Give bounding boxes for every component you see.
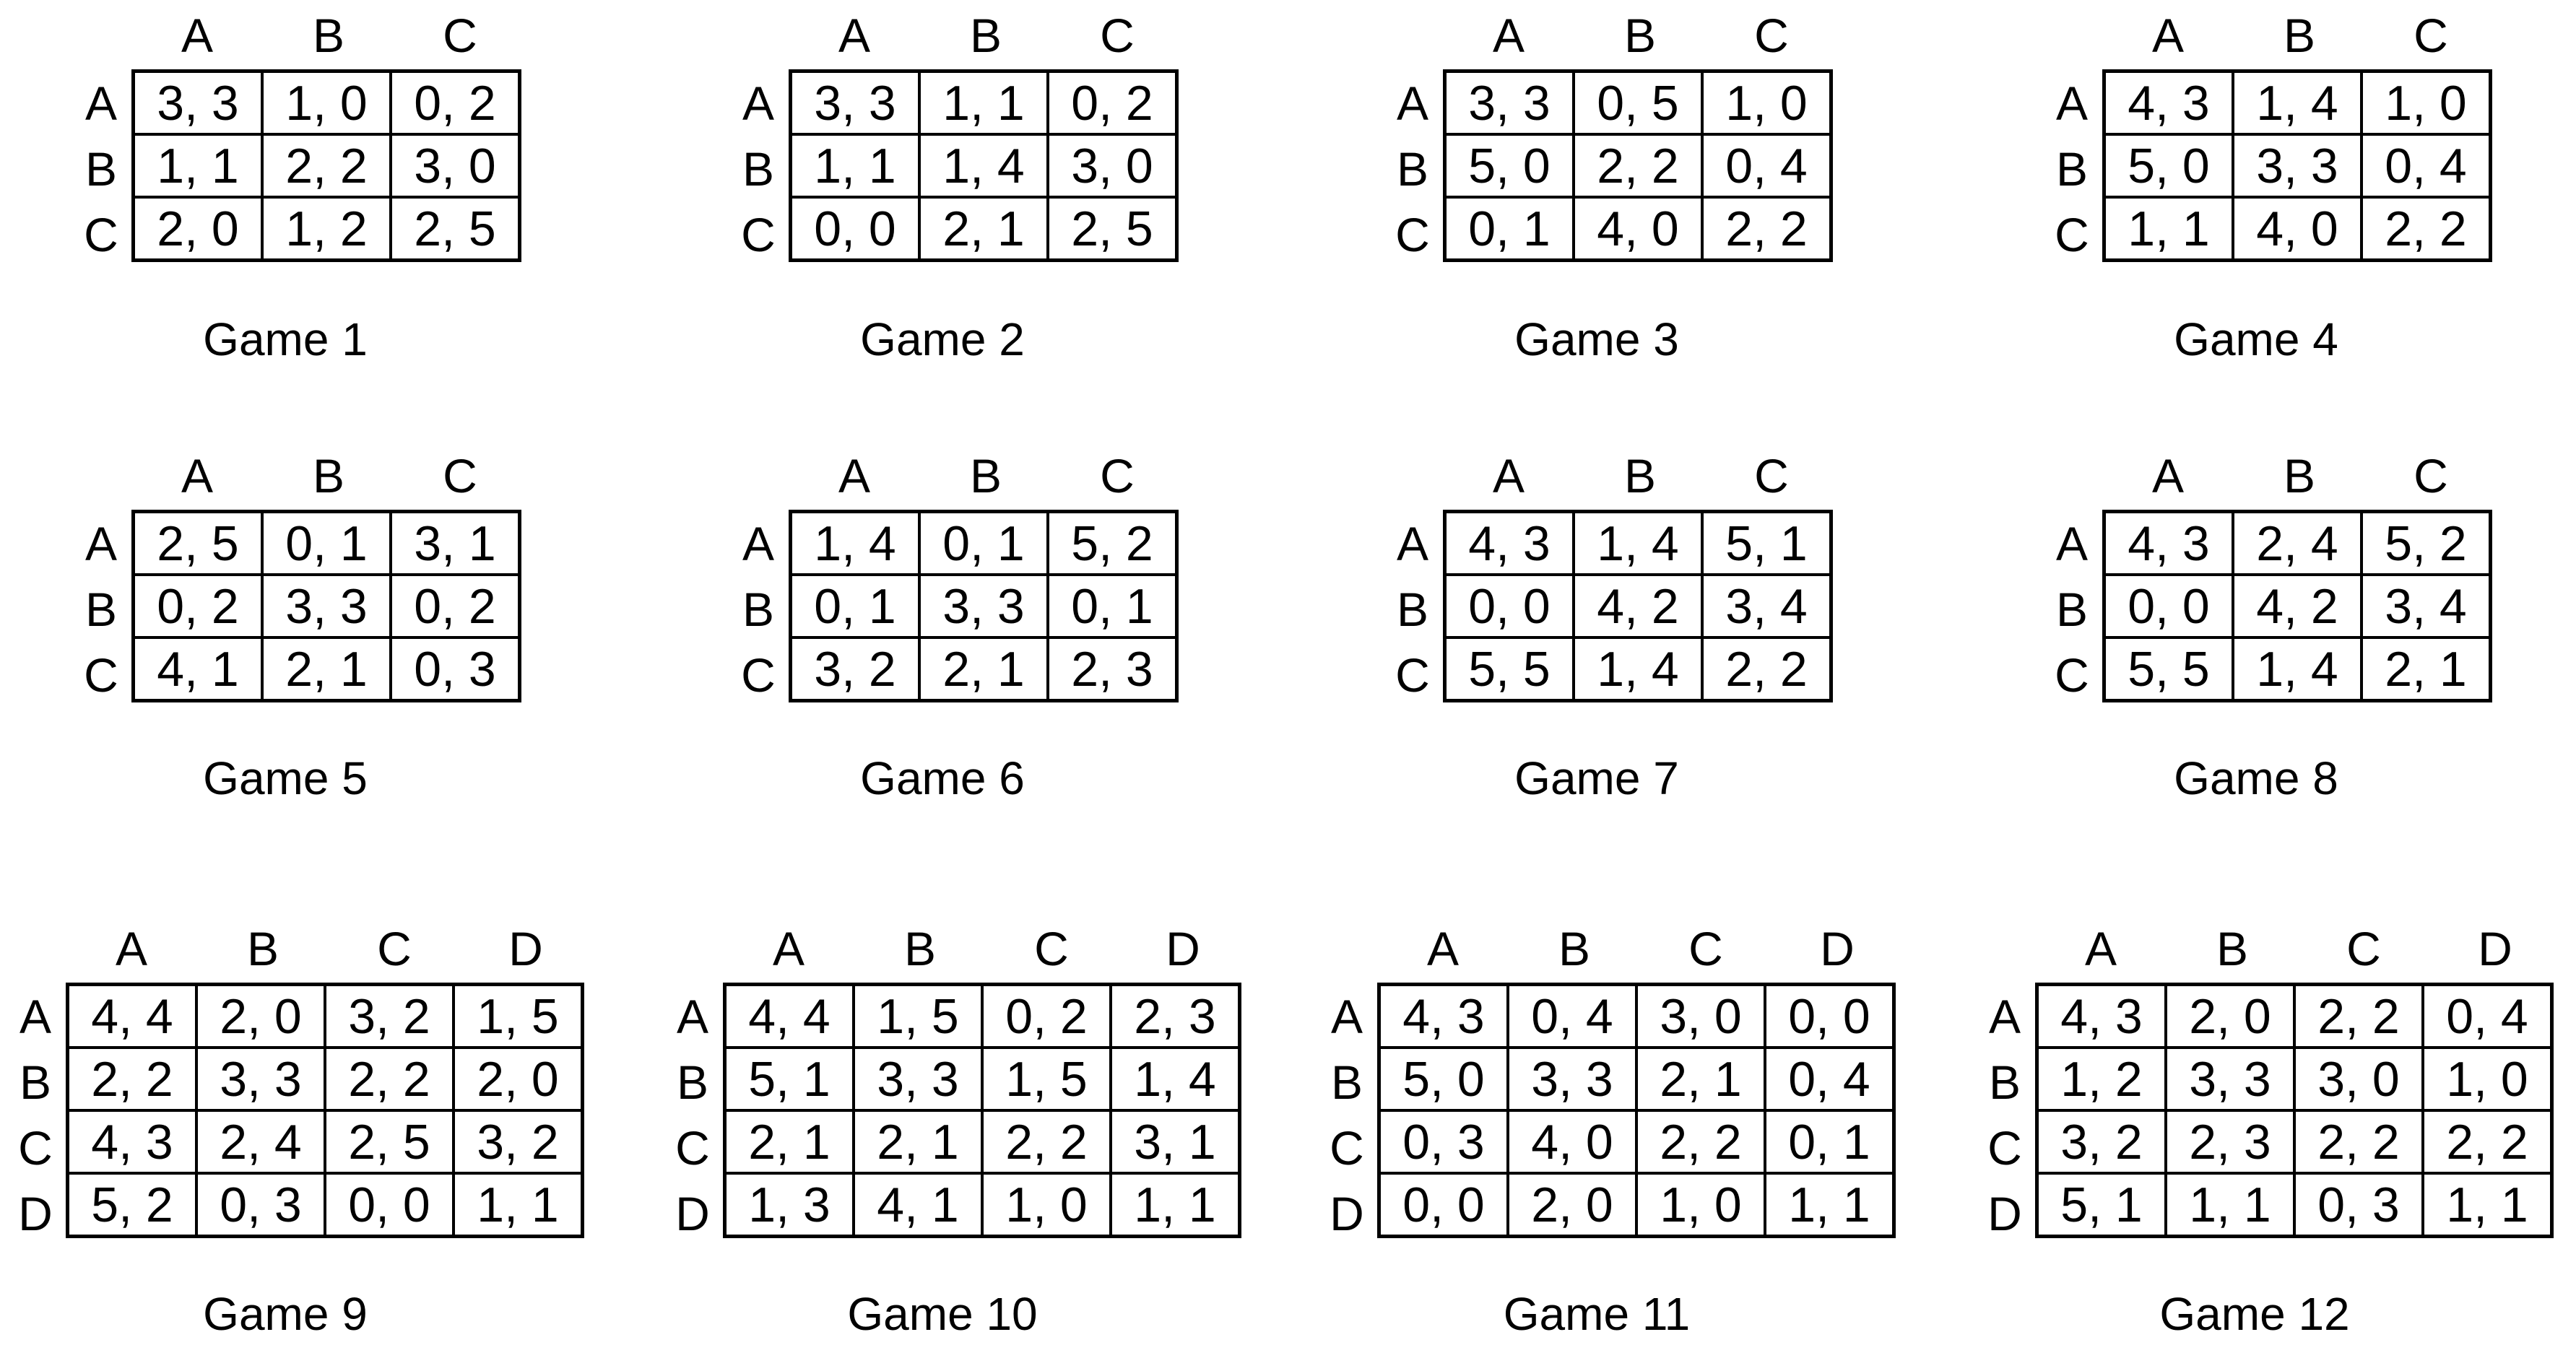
column-strategy-label: C xyxy=(1100,9,1135,62)
table-row xyxy=(725,1173,1240,1237)
table-row xyxy=(1379,1048,1894,1110)
row-strategy-label: A xyxy=(1988,990,2021,1043)
payoff-cell: 3, 4 xyxy=(2362,575,2491,637)
payoff-cell: 2, 1 xyxy=(919,637,1048,701)
row-strategy-label: B xyxy=(742,142,775,196)
payoff-cell: 4, 3 xyxy=(68,1110,197,1173)
column-strategy-label: A xyxy=(2084,922,2117,975)
payoff-cell: 1, 2 xyxy=(2037,1048,2167,1110)
column-strategy-label: B xyxy=(969,9,1002,62)
row-strategy-label: D xyxy=(18,1187,53,1240)
payoff-cell: 2, 5 xyxy=(1048,197,1177,261)
column-strategy-label: D xyxy=(2478,922,2512,975)
payoff-cell: 5, 1 xyxy=(2037,1173,2167,1237)
payoff-cell: 1, 5 xyxy=(854,985,982,1048)
payoff-cell: 1, 0 xyxy=(982,1173,1111,1237)
row-strategy-label: C xyxy=(741,648,776,702)
payoff-cell: 5, 2 xyxy=(2362,512,2491,575)
payoff-cell: 1, 4 xyxy=(919,134,1048,197)
payoff-cell: 0, 3 xyxy=(2294,1173,2423,1237)
row-strategy-label: B xyxy=(19,1056,52,1109)
row-strategy-label: D xyxy=(1987,1187,2022,1240)
column-strategy-label: A xyxy=(181,9,214,62)
table-row xyxy=(1445,134,1831,197)
payoff-cell: 3, 3 xyxy=(196,1048,325,1110)
table-row xyxy=(134,71,520,135)
payoff-cell: 1, 4 xyxy=(2233,71,2362,135)
row-strategy-label: B xyxy=(2055,142,2089,196)
game-caption: Game 10 xyxy=(847,1288,1038,1340)
table-row xyxy=(725,985,1240,1048)
payoff-cell: 2, 3 xyxy=(2166,1110,2294,1173)
column-strategy-label: C xyxy=(1754,9,1789,62)
payoff-cell: 2, 5 xyxy=(325,1110,454,1173)
table-row xyxy=(791,197,1177,261)
payoff-cell: 3, 3 xyxy=(854,1048,982,1110)
payoff-cell: 0, 0 xyxy=(1765,985,1894,1048)
payoff-cell: 2, 5 xyxy=(134,512,263,575)
payoff-cell: 3, 2 xyxy=(325,985,454,1048)
payoff-cell: 0, 2 xyxy=(391,71,520,135)
payoff-cell: 2, 3 xyxy=(1048,637,1177,701)
column-strategy-label: B xyxy=(1623,449,1657,502)
row-strategy-label: B xyxy=(84,583,118,636)
payoff-cell: 0, 0 xyxy=(1379,1173,1509,1237)
table-row xyxy=(1445,197,1831,261)
table-row xyxy=(134,512,520,575)
payoff-cell: 1, 0 xyxy=(1636,1173,1765,1237)
payoff-cell: 4, 0 xyxy=(1508,1110,1636,1173)
column-strategy-label: B xyxy=(312,449,345,502)
payoff-cell: 1, 1 xyxy=(2423,1173,2552,1237)
payoff-cell: 4, 2 xyxy=(1574,575,1702,637)
payoff-cell: 0, 4 xyxy=(1702,134,1831,197)
column-strategy-label: C xyxy=(443,449,477,502)
table-row xyxy=(134,637,520,701)
payoff-cell: 2, 4 xyxy=(2233,512,2362,575)
payoff-cell: 1, 0 xyxy=(262,71,391,135)
table-row xyxy=(2104,637,2491,701)
payoff-cell: 2, 2 xyxy=(2423,1110,2552,1173)
payoff-cell: 0, 4 xyxy=(2423,985,2552,1048)
payoff-cell: 0, 1 xyxy=(919,512,1048,575)
payoff-cell: 1, 1 xyxy=(1765,1173,1894,1237)
payoff-cell: 1, 1 xyxy=(919,71,1048,135)
payoff-cell: 2, 1 xyxy=(725,1110,854,1173)
payoff-cell: 2, 2 xyxy=(1702,637,1831,701)
payoff-cell: 2, 2 xyxy=(1636,1110,1765,1173)
payoff-cell: 0, 0 xyxy=(325,1173,454,1237)
column-strategy-label: B xyxy=(1558,922,1591,975)
table-row xyxy=(68,1048,583,1110)
row-strategy-label: A xyxy=(2055,77,2089,130)
payoff-table xyxy=(789,510,1179,702)
payoff-cell: 3, 3 xyxy=(2166,1048,2294,1110)
table-row xyxy=(2037,1110,2552,1173)
table-row xyxy=(1445,637,1831,701)
payoff-cell: 2, 2 xyxy=(2294,985,2423,1048)
payoff-cell: 2, 1 xyxy=(2362,637,2491,701)
payoff-cell: 2, 2 xyxy=(982,1110,1111,1173)
row-strategy-label: C xyxy=(1395,648,1430,702)
payoff-cell: 5, 0 xyxy=(1379,1048,1509,1110)
payoff-cell: 2, 2 xyxy=(68,1048,197,1110)
payoff-table xyxy=(131,510,521,702)
table-row xyxy=(68,985,583,1048)
row-strategy-label: A xyxy=(1396,77,1429,130)
payoff-cell: 2, 2 xyxy=(262,134,391,197)
column-strategy-label: B xyxy=(2283,9,2316,62)
payoff-cell: 3, 2 xyxy=(791,637,920,701)
payoff-cell: 4, 4 xyxy=(725,985,854,1048)
row-strategy-label: B xyxy=(742,583,775,636)
payoff-cell: 2, 2 xyxy=(1574,134,1702,197)
game-caption: Game 3 xyxy=(1514,313,1679,365)
payoff-table xyxy=(2035,983,2554,1238)
payoff-cell: 1, 3 xyxy=(725,1173,854,1237)
payoff-cell: 0, 0 xyxy=(791,197,920,261)
column-strategy-label: C xyxy=(1100,449,1135,502)
table-row xyxy=(725,1110,1240,1173)
table-row xyxy=(1445,512,1831,575)
payoff-cell: 3, 3 xyxy=(2233,134,2362,197)
column-strategy-label: C xyxy=(2346,922,2381,975)
payoff-cell: 0, 2 xyxy=(982,985,1111,1048)
payoff-cell: 0, 4 xyxy=(2362,134,2491,197)
payoff-cell: 0, 2 xyxy=(134,575,263,637)
table-row xyxy=(68,1173,583,1237)
payoff-cell: 4, 3 xyxy=(1445,512,1574,575)
row-strategy-label: A xyxy=(19,990,52,1043)
payoff-cell: 1, 0 xyxy=(2362,71,2491,135)
table-row xyxy=(1379,1173,1894,1237)
payoff-cell: 4, 3 xyxy=(2104,71,2234,135)
row-strategy-label: C xyxy=(741,208,776,261)
payoff-table xyxy=(2102,69,2492,262)
row-strategy-label: B xyxy=(1330,1056,1363,1109)
column-strategy-label: C xyxy=(1688,922,1723,975)
payoff-cell: 2, 5 xyxy=(391,197,520,261)
payoff-cell: 2, 0 xyxy=(1508,1173,1636,1237)
table-row xyxy=(791,512,1177,575)
game-caption: Game 7 xyxy=(1514,752,1679,804)
table-row xyxy=(791,637,1177,701)
table-row xyxy=(791,575,1177,637)
row-strategy-label: C xyxy=(1987,1121,2022,1175)
payoff-cell: 2, 1 xyxy=(262,637,391,701)
row-strategy-label: A xyxy=(84,77,118,130)
table-row xyxy=(134,575,520,637)
row-strategy-label: A xyxy=(2055,517,2089,570)
row-strategy-label: A xyxy=(84,517,118,570)
column-strategy-label: A xyxy=(838,9,871,62)
game-caption: Game 2 xyxy=(860,313,1025,365)
column-strategy-label: D xyxy=(1820,922,1855,975)
payoff-cell: 0, 3 xyxy=(1379,1110,1509,1173)
payoff-table xyxy=(1377,983,1896,1238)
payoff-cell: 5, 2 xyxy=(68,1173,197,1237)
game-caption: Game 8 xyxy=(2174,752,2338,804)
table-row xyxy=(1379,1110,1894,1173)
row-strategy-label: A xyxy=(742,517,775,570)
payoff-table xyxy=(723,983,1241,1238)
payoff-cell: 2, 2 xyxy=(2362,197,2491,261)
payoff-cell: 5, 5 xyxy=(2104,637,2234,701)
payoff-cell: 1, 2 xyxy=(262,197,391,261)
payoff-cell: 3, 3 xyxy=(1445,71,1574,135)
column-strategy-label: C xyxy=(1034,922,1069,975)
column-strategy-label: A xyxy=(1426,922,1460,975)
payoff-cell: 2, 1 xyxy=(854,1110,982,1173)
row-strategy-label: A xyxy=(742,77,775,130)
row-strategy-label: C xyxy=(2055,648,2089,702)
payoff-cell: 0, 3 xyxy=(391,637,520,701)
payoff-cell: 5, 1 xyxy=(725,1048,854,1110)
table-row xyxy=(1445,575,1831,637)
payoff-cell: 4, 1 xyxy=(854,1173,982,1237)
payoff-cell: 3, 0 xyxy=(1048,134,1177,197)
payoff-cell: 3, 0 xyxy=(391,134,520,197)
table-row xyxy=(2037,985,2552,1048)
column-strategy-label: B xyxy=(2216,922,2249,975)
payoff-table xyxy=(1443,510,1833,702)
table-row xyxy=(1379,985,1894,1048)
payoff-cell: 0, 2 xyxy=(1048,71,1177,135)
payoff-cell: 5, 1 xyxy=(1702,512,1831,575)
game-caption: Game 1 xyxy=(203,313,368,365)
payoff-cell: 3, 0 xyxy=(1636,985,1765,1048)
payoff-cell: 4, 4 xyxy=(68,985,197,1048)
payoff-cell: 3, 3 xyxy=(134,71,263,135)
column-strategy-label: A xyxy=(2151,449,2185,502)
payoff-cell: 4, 0 xyxy=(1574,197,1702,261)
payoff-cell: 2, 0 xyxy=(196,985,325,1048)
column-strategy-label: B xyxy=(246,922,279,975)
payoff-cell: 4, 0 xyxy=(2233,197,2362,261)
payoff-table xyxy=(789,69,1179,262)
table-row xyxy=(68,1110,583,1173)
table-row xyxy=(791,71,1177,135)
payoff-cell: 1, 4 xyxy=(1574,512,1702,575)
row-strategy-label: B xyxy=(2055,583,2089,636)
payoff-cell: 3, 3 xyxy=(1508,1048,1636,1110)
row-strategy-label: D xyxy=(1330,1187,1364,1240)
column-strategy-label: D xyxy=(1166,922,1200,975)
game-caption: Game 9 xyxy=(203,1288,368,1340)
payoff-cell: 1, 0 xyxy=(2423,1048,2552,1110)
row-strategy-label: B xyxy=(1396,142,1429,196)
payoff-cell: 1, 5 xyxy=(454,985,583,1048)
column-strategy-label: A xyxy=(115,922,148,975)
payoff-cell: 2, 4 xyxy=(196,1110,325,1173)
column-strategy-label: A xyxy=(772,922,805,975)
payoff-cell: 0, 2 xyxy=(391,575,520,637)
payoff-cell: 3, 2 xyxy=(454,1110,583,1173)
payoff-cell: 3, 3 xyxy=(791,71,920,135)
payoff-cell: 1, 1 xyxy=(1111,1173,1240,1237)
payoff-cell: 1, 1 xyxy=(791,134,920,197)
payoff-cell: 1, 4 xyxy=(2233,637,2362,701)
payoff-cell: 2, 3 xyxy=(1111,985,1240,1048)
payoff-cell: 5, 5 xyxy=(1445,637,1574,701)
payoff-cell: 4, 2 xyxy=(2233,575,2362,637)
payoff-cell: 0, 0 xyxy=(1445,575,1574,637)
row-strategy-label: C xyxy=(18,1121,53,1175)
column-strategy-label: C xyxy=(2414,449,2448,502)
row-strategy-label: B xyxy=(1396,583,1429,636)
row-strategy-label: C xyxy=(675,1121,710,1175)
column-strategy-label: A xyxy=(1492,9,1525,62)
column-strategy-label: C xyxy=(377,922,412,975)
payoff-cell: 3, 0 xyxy=(2294,1048,2423,1110)
payoff-cell: 4, 3 xyxy=(2037,985,2167,1048)
payoff-cell: 0, 1 xyxy=(262,512,391,575)
table-row xyxy=(134,197,520,261)
payoff-cell: 5, 0 xyxy=(1445,134,1574,197)
table-row xyxy=(2037,1173,2552,1237)
payoff-cell: 2, 0 xyxy=(454,1048,583,1110)
column-strategy-label: C xyxy=(2414,9,2448,62)
column-strategy-label: C xyxy=(443,9,477,62)
payoff-cell: 4, 3 xyxy=(1379,985,1509,1048)
payoff-cell: 1, 1 xyxy=(454,1173,583,1237)
payoff-cell: 1, 4 xyxy=(1111,1048,1240,1110)
payoff-cell: 5, 0 xyxy=(2104,134,2234,197)
row-strategy-label: A xyxy=(1330,990,1363,1043)
payoff-table xyxy=(131,69,521,262)
payoff-cell: 3, 1 xyxy=(1111,1110,1240,1173)
payoff-cell: 0, 1 xyxy=(1765,1110,1894,1173)
row-strategy-label: C xyxy=(1395,208,1430,261)
payoff-cell: 0, 4 xyxy=(1508,985,1636,1048)
payoff-table xyxy=(2102,510,2492,702)
table-row xyxy=(2037,1048,2552,1110)
column-strategy-label: A xyxy=(2151,9,2185,62)
payoff-table xyxy=(66,983,584,1238)
payoff-cell: 2, 2 xyxy=(1702,197,1831,261)
payoff-cell: 0, 3 xyxy=(196,1173,325,1237)
column-strategy-label: C xyxy=(1754,449,1789,502)
column-strategy-label: B xyxy=(903,922,937,975)
column-strategy-label: B xyxy=(312,9,345,62)
payoff-cell: 3, 3 xyxy=(919,575,1048,637)
payoff-cell: 1, 4 xyxy=(1574,637,1702,701)
table-row xyxy=(725,1048,1240,1110)
column-strategy-label: B xyxy=(969,449,1002,502)
table-row xyxy=(134,134,520,197)
game-caption: Game 12 xyxy=(2159,1288,2350,1340)
column-strategy-label: A xyxy=(181,449,214,502)
payoff-cell: 3, 1 xyxy=(391,512,520,575)
payoff-cell: 5, 2 xyxy=(1048,512,1177,575)
payoff-cell: 2, 1 xyxy=(1636,1048,1765,1110)
payoff-cell: 0, 1 xyxy=(1048,575,1177,637)
payoff-cell: 2, 0 xyxy=(2166,985,2294,1048)
table-row xyxy=(2104,575,2491,637)
table-row xyxy=(791,134,1177,197)
payoff-cell: 3, 2 xyxy=(2037,1110,2167,1173)
table-row xyxy=(2104,134,2491,197)
payoff-cell: 0, 1 xyxy=(1445,197,1574,261)
table-row xyxy=(2104,197,2491,261)
payoff-cell: 4, 1 xyxy=(134,637,263,701)
payoff-cell: 0, 0 xyxy=(2104,575,2234,637)
column-strategy-label: B xyxy=(1623,9,1657,62)
row-strategy-label: C xyxy=(1330,1121,1364,1175)
column-strategy-label: A xyxy=(1492,449,1525,502)
row-strategy-label: A xyxy=(1396,517,1429,570)
game-caption: Game 5 xyxy=(203,752,368,804)
payoff-cell: 4, 3 xyxy=(2104,512,2234,575)
payoff-cell: 0, 5 xyxy=(1574,71,1702,135)
column-strategy-label: D xyxy=(508,922,543,975)
payoff-cell: 1, 1 xyxy=(2104,197,2234,261)
row-strategy-label: A xyxy=(676,990,709,1043)
row-strategy-label: C xyxy=(84,208,118,261)
column-strategy-label: B xyxy=(2283,449,2316,502)
payoff-cell: 1, 1 xyxy=(134,134,263,197)
table-row xyxy=(1445,71,1831,135)
payoff-cell: 1, 5 xyxy=(982,1048,1111,1110)
row-strategy-label: B xyxy=(1988,1056,2021,1109)
row-strategy-label: D xyxy=(675,1187,710,1240)
row-strategy-label: B xyxy=(84,142,118,196)
payoff-cell: 2, 1 xyxy=(919,197,1048,261)
payoff-cell: 2, 2 xyxy=(2294,1110,2423,1173)
row-strategy-label: C xyxy=(2055,208,2089,261)
payoff-cell: 2, 0 xyxy=(134,197,263,261)
row-strategy-label: B xyxy=(676,1056,709,1109)
payoff-cell: 1, 0 xyxy=(1702,71,1831,135)
payoff-cell: 2, 2 xyxy=(325,1048,454,1110)
table-row xyxy=(2104,512,2491,575)
table-row xyxy=(2104,71,2491,135)
payoff-cell: 1, 1 xyxy=(2166,1173,2294,1237)
payoff-cell: 3, 3 xyxy=(262,575,391,637)
game-caption: Game 6 xyxy=(860,752,1025,804)
payoff-cell: 0, 4 xyxy=(1765,1048,1894,1110)
payoff-cell: 3, 4 xyxy=(1702,575,1831,637)
game-caption: Game 11 xyxy=(1503,1288,1691,1340)
row-strategy-label: C xyxy=(84,648,118,702)
payoff-cell: 0, 1 xyxy=(791,575,920,637)
payoff-cell: 1, 4 xyxy=(791,512,920,575)
game-caption: Game 4 xyxy=(2174,313,2338,365)
payoff-table xyxy=(1443,69,1833,262)
column-strategy-label: A xyxy=(838,449,871,502)
